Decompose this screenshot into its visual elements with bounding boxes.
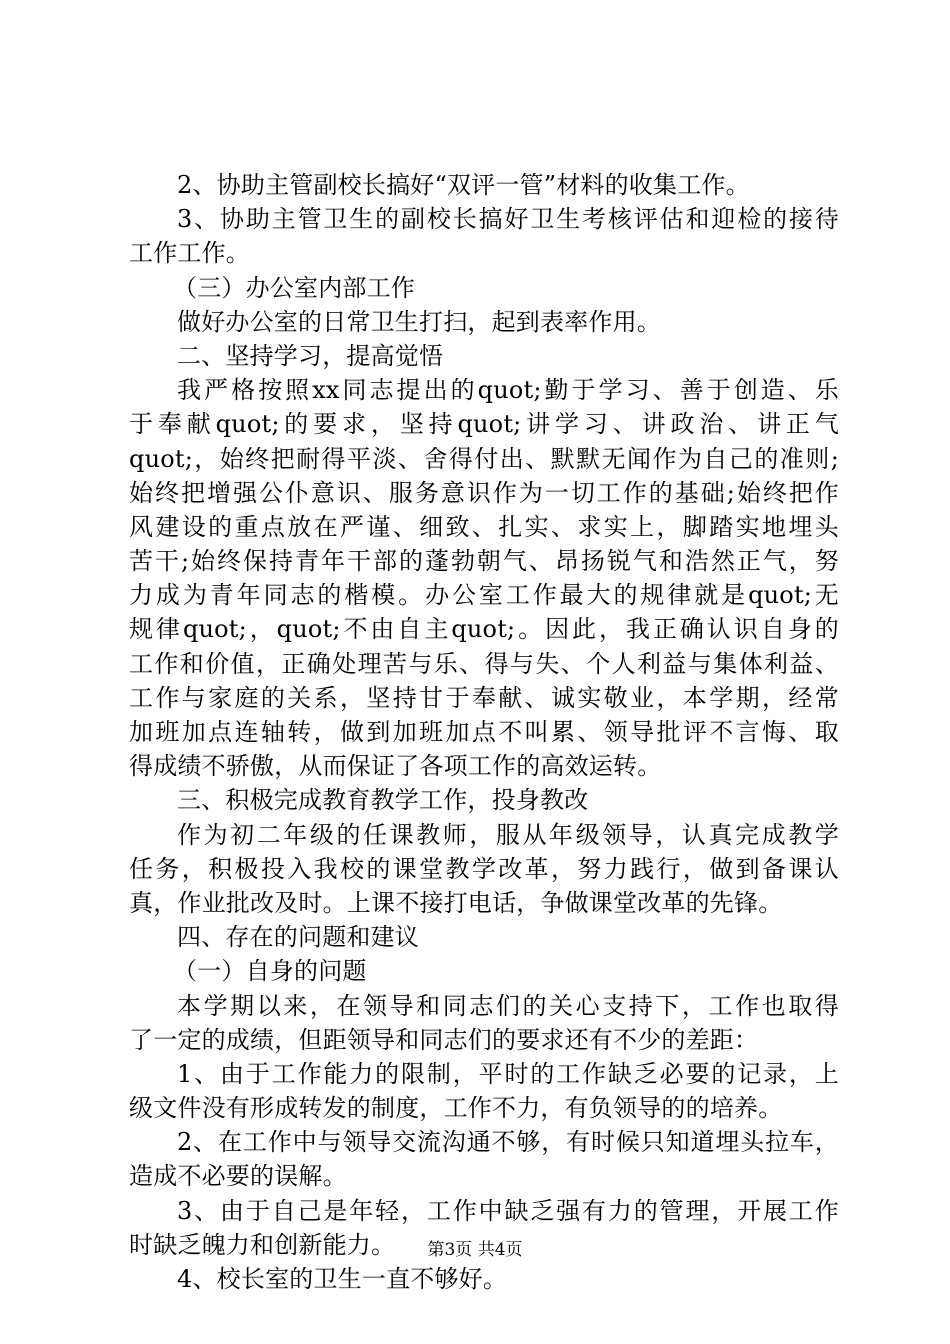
- paragraph-line: 始终把增强公仆意识、服务意识作为一切工作的基础;始终把作: [129, 478, 839, 507]
- paragraph-line: 苦干;始终保持青年干部的蓬勃朝气、昂扬锐气和浩然正气，努: [129, 547, 839, 576]
- paragraph-line: 2、协助主管副校长搞好“双评一管”材料的收集工作。: [177, 171, 750, 199]
- paragraph-line: 加班加点连轴转，做到加班加点不叫累、领导批评不言悔、取: [129, 718, 839, 746]
- paragraph-line: 造成不必要的误解。: [129, 1162, 347, 1191]
- paragraph-line: 3、协助主管卫生的副校长搞好卫生考核评估和迎检的接待: [177, 205, 839, 234]
- section-heading: （三）办公室内部工作: [173, 273, 415, 302]
- paragraph-line: 得成绩不骄傲，从而保证了各项工作的高效运转。: [129, 752, 662, 781]
- paragraph-line: 了一定的成绩，但距领导和同志们的要求还有不少的差距：: [129, 1025, 759, 1054]
- paragraph-line: 本学期以来，在领导和同志们的关心支持下，工作也取得: [177, 991, 839, 1020]
- paragraph-line: 任务，积极投入我校的课堂教学改革，努力践行，做到备课认: [129, 854, 839, 883]
- section-heading: （一）自身的问题: [173, 957, 367, 986]
- section-heading: 二、坚持学习，提高觉悟: [177, 341, 444, 370]
- paragraph-line: 我严格按照xx同志提出的quot;勤于学习、善于创造、乐: [177, 376, 839, 405]
- paragraph-line: quot;，始终把耐得平淡、舍得付出、默默无闻作为自己的准则;: [129, 444, 839, 473]
- paragraph-line: 工作工作。: [129, 239, 250, 268]
- paragraph-line: 1、由于工作能力的限制，平时的工作缺乏必要的记录，上: [177, 1059, 839, 1088]
- paragraph-line: 2、在工作中与领导交流沟通不够，有时候只知道埋头拉车，: [177, 1128, 839, 1157]
- paragraph-line: 力成为青年同志的楷模。办公室工作最大的规律就是quot;无: [129, 581, 839, 610]
- paragraph-line: 规律quot;，quot;不由自主quot;。因此，我正确认识自身的: [129, 615, 839, 644]
- document-body: [129, 168, 839, 1296]
- paragraph-line: 级文件没有形成转发的制度，工作不力，有负领导的的培养。: [129, 1094, 783, 1123]
- paragraph-line: 做好办公室的日常卫生打扫，起到表率作用。: [177, 307, 661, 336]
- paragraph-line: 时缺乏魄力和创新能力。: [129, 1230, 396, 1259]
- paragraph-line: 工作和价值，正确处理苦与乐、得与失、个人利益与集体利益、: [129, 649, 839, 678]
- paragraph-line: 真，作业批改及时。上课不接打电话，争做课堂改革的先锋。: [129, 888, 783, 917]
- section-heading: 四、存在的问题和建议: [177, 923, 419, 952]
- section-heading: 三、积极完成教育教学工作，投身教改: [177, 786, 589, 815]
- paragraph-line: 作为初二年级的任课教师，服从年级领导，认真完成教学: [177, 820, 839, 849]
- paragraph-line: 风建设的重点放在严谨、细致、扎实、求实上，脚踏实地埋头: [129, 512, 839, 541]
- page-number: 第3页 共4页: [427, 1240, 523, 1260]
- paragraph-line: 于奉献quot;的要求，坚持quot;讲学习、讲政治、讲正气: [129, 410, 839, 439]
- paragraph-line: 4、校长室的卫生一直不够好。: [177, 1265, 508, 1293]
- paragraph-line: 工作与家庭的关系，坚持甘于奉献、诚实敬业，本学期，经常: [129, 683, 839, 712]
- paragraph-line: 3、由于自己是年轻，工作中缺乏强有力的管理，开展工作: [177, 1196, 839, 1225]
